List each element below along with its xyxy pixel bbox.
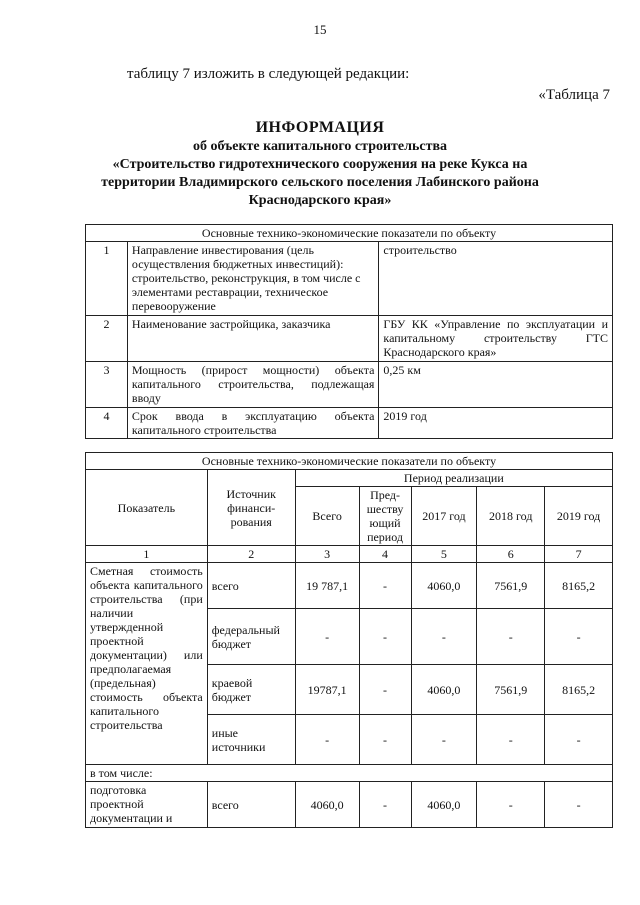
value-cell: - [477, 609, 545, 665]
subtitle-line-2: «Строительство гидротехнического сооружения на реке Кукса на [112, 157, 528, 172]
source-cell: иные источники [207, 715, 295, 765]
value-cell: - [477, 715, 545, 765]
financing-table [85, 452, 613, 828]
source-cell: краевой бюджет [207, 665, 295, 715]
period-header: Период реализации [295, 470, 612, 487]
including-label: в том числе: [86, 765, 613, 782]
value-cell: - [411, 609, 477, 665]
value-cell: 4060,0 [411, 563, 477, 609]
value-cell: 8165,2 [545, 563, 613, 609]
col-number: 1 [86, 546, 208, 563]
document-title: ИНФОРМАЦИЯ [255, 119, 385, 136]
indicator-cost: Сметная стоимость объекта капитального строительства (при наличии утвержденной проектной документации) или предполагаемая (предельная) стоимость объекта капитального строительства [86, 563, 208, 765]
row-label: Мощность (прирост мощности) объекта капитального строительства, подлежащая вводу [127, 362, 379, 408]
row-label: Срок ввода в эксплуатацию объекта капитального строительства [127, 408, 379, 439]
col-previous-period: Пред-шеству ющий период [359, 487, 411, 546]
source-cell: всего [207, 782, 295, 828]
source-cell: всего [207, 563, 295, 609]
row-number: 2 [86, 316, 128, 362]
page-number: 15 [313, 22, 327, 37]
col-source: Источник финанси-рования [207, 470, 295, 546]
value-cell: - [359, 782, 411, 828]
row-number: 4 [86, 408, 128, 439]
value-cell: 8165,2 [545, 665, 613, 715]
row-value: строительство [379, 242, 613, 316]
col-total: Всего [295, 487, 359, 546]
row-value: ГБУ КК «Управление по эксплуатации и капитальному строительству ГТС Краснодарского края» [379, 316, 613, 362]
value-cell: 4060,0 [411, 665, 477, 715]
col-2018: 2018 год [477, 487, 545, 546]
info-table [85, 224, 613, 439]
financing-table-header: Основные технико-экономические показатели по объекту [86, 453, 613, 470]
row-label: Наименование застройщика, заказчика [127, 316, 379, 362]
row-label: Направление инвестирования (цель осуществления бюджетных инвестиций): строительство, реконструкция, в том числе с элементами реставрации, техническое перевооружение [127, 242, 379, 316]
row-value: 0,25 км [379, 362, 613, 408]
col-2017: 2017 год [411, 487, 477, 546]
intro-text: таблицу 7 изложить в следующей редакции: [127, 66, 410, 82]
row-value: 2019 год [379, 408, 613, 439]
value-cell: - [411, 715, 477, 765]
subtitle-line-3: территории Владимирского сельского поселения Лабинского района [101, 175, 539, 190]
col-number: 4 [359, 546, 411, 563]
value-cell: - [359, 563, 411, 609]
indicator-design-docs: подготовка проектной документации и [86, 782, 208, 828]
value-cell: 19787,1 [295, 665, 359, 715]
subtitle-line-4: Краснодарского края» [248, 193, 392, 208]
value-cell: 19 787,1 [295, 563, 359, 609]
col-number: 5 [411, 546, 477, 563]
col-number: 2 [207, 546, 295, 563]
value-cell: - [545, 715, 613, 765]
value-cell: - [359, 665, 411, 715]
value-cell: - [545, 782, 613, 828]
value-cell: 7561,9 [477, 665, 545, 715]
value-cell: - [477, 782, 545, 828]
row-number: 3 [86, 362, 128, 408]
col-2019: 2019 год [545, 487, 613, 546]
value-cell: - [359, 609, 411, 665]
col-indicator: Показатель [86, 470, 208, 546]
subtitle-line-1: об объекте капитального строительства [192, 139, 448, 154]
value-cell: 4060,0 [295, 782, 359, 828]
table-reference: «Таблица 7 [538, 87, 610, 103]
value-cell: - [295, 609, 359, 665]
value-cell: - [359, 715, 411, 765]
value-cell: - [295, 715, 359, 765]
info-table-header: Основные технико-экономические показатели по объекту [86, 225, 613, 242]
source-cell: федеральный бюджет [207, 609, 295, 665]
value-cell: - [545, 609, 613, 665]
col-number: 3 [295, 546, 359, 563]
col-number: 7 [545, 546, 613, 563]
col-number: 6 [477, 546, 545, 563]
value-cell: 7561,9 [477, 563, 545, 609]
row-number: 1 [86, 242, 128, 316]
value-cell: 4060,0 [411, 782, 477, 828]
